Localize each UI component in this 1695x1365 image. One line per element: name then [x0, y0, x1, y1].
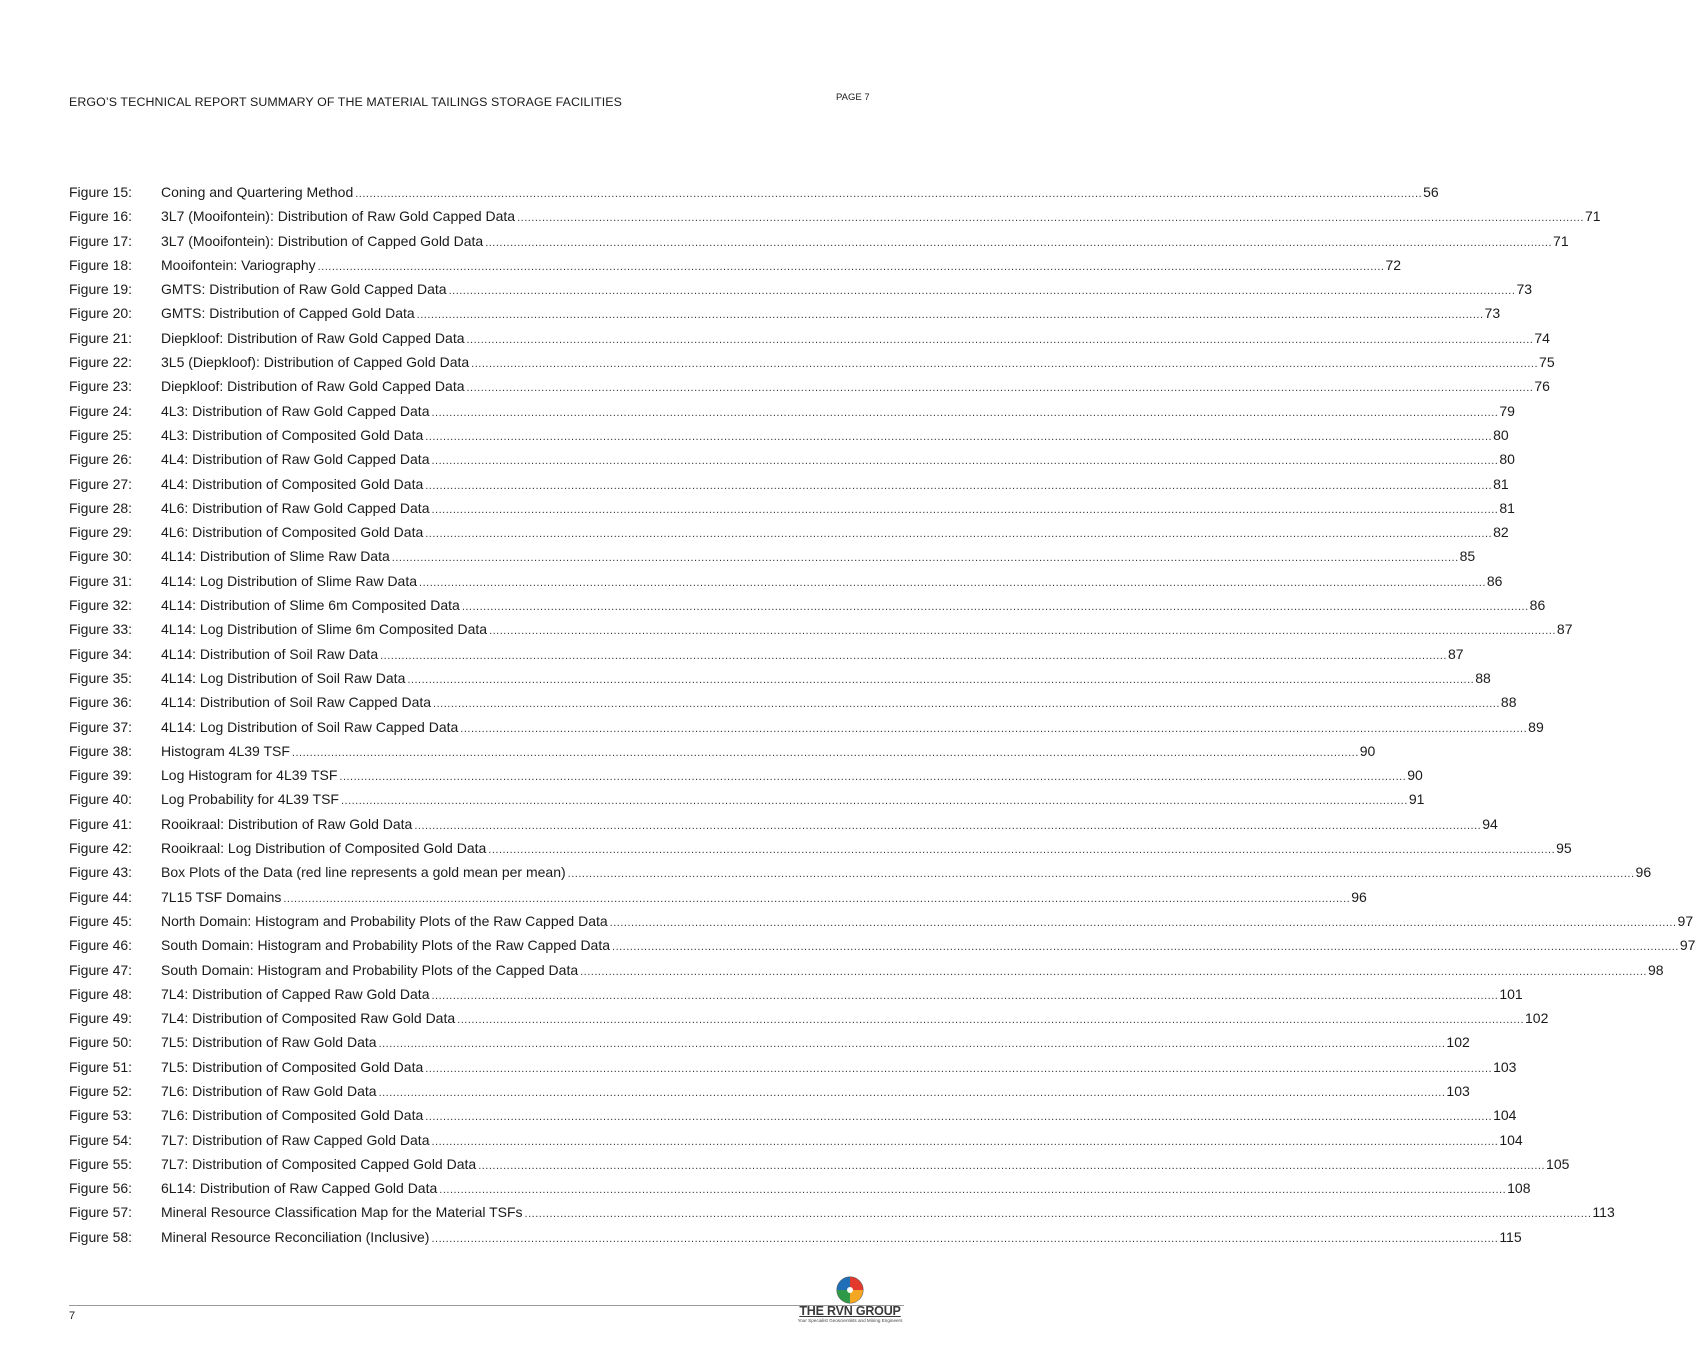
figure-title: Log Probability for 4L39 TSF [161, 791, 339, 808]
figure-number: Figure 41: [69, 815, 133, 832]
figure-number: Figure 55: [69, 1155, 133, 1172]
dot-leader: ............................................................................................................................................................................................................................................................................................................ [425, 430, 1493, 443]
toc-entry-main [161, 1229, 1522, 1245]
toc-entry[interactable] [69, 378, 1550, 402]
toc-entry[interactable] [69, 329, 1550, 354]
report-title: ERGO’S TECHNICAL REPORT SUMMARY OF THE MATERIAL TAILINGS STORAGE FACILITIES [69, 95, 623, 109]
toc-entry[interactable] [69, 767, 1423, 791]
figure-title: 4L14: Distribution of Slime Raw Data [161, 548, 390, 565]
toc-entry-main [161, 524, 1509, 540]
toc-entry-main [161, 403, 1515, 419]
figure-number: Figure 47: [69, 961, 133, 978]
toc-entry[interactable] [69, 426, 1509, 451]
figure-page-number: 103 [1446, 1082, 1470, 1099]
toc-entry-main [161, 476, 1509, 492]
toc-entry[interactable] [69, 840, 1572, 864]
figure-number: Figure 44: [69, 888, 133, 905]
dot-leader: ............................................................................................................................................................................................................................................................................................................ [609, 916, 1677, 929]
figure-number: Figure 54: [69, 1131, 133, 1148]
figure-page-number: 80 [1499, 451, 1515, 468]
figure-number: Figure 45: [69, 912, 133, 929]
dot-leader: ............................................................................................................................................................................................................................................................................................................ [378, 1086, 1446, 1099]
figure-title: 7L6: Distribution of Raw Gold Data [161, 1082, 377, 1099]
figure-number: Figure 37: [69, 718, 133, 735]
figure-page-number: 96 [1635, 864, 1652, 881]
dot-leader: ............................................................................................................................................................................................................................................................................................................ [466, 333, 1534, 346]
toc-entry-main [161, 864, 1651, 880]
toc-entry-main [161, 670, 1491, 686]
figure-page-number: 88 [1475, 669, 1491, 686]
dot-leader: ............................................................................................................................................................................................................................................................................................................ [378, 1038, 1446, 1051]
toc-entry-main [161, 573, 1502, 589]
figure-page-number: 87 [1556, 621, 1573, 638]
figure-number: Figure 53: [69, 1107, 133, 1124]
footer-page-number: 7 [69, 1310, 76, 1322]
figure-page-number: 97 [1679, 937, 1695, 954]
toc-entry[interactable] [69, 572, 1503, 597]
dot-leader: ............................................................................................................................................................................................................................................................................................................ [283, 892, 1351, 905]
dot-leader: ............................................................................................................................................................................................................................................................................................................ [419, 576, 1486, 589]
figure-title: Diepkloof: Distribution of Raw Gold Capped Data [161, 329, 465, 346]
figure-number: Figure 36: [69, 694, 133, 711]
figure-number: Figure 46: [69, 937, 133, 954]
dot-leader: ............................................................................................................................................................................................................................................................................................................ [291, 746, 1359, 759]
figure-title: 4L4: Distribution of Composited Gold Data [161, 475, 424, 492]
toc-entry-main [161, 451, 1515, 467]
toc-entry[interactable] [69, 1228, 1522, 1253]
dot-leader: ............................................................................................................................................................................................................................................................................................................ [431, 455, 1499, 468]
dot-leader: ............................................................................................................................................................................................................................................................................................................ [439, 1184, 1507, 1197]
dot-leader: ............................................................................................................................................................................................................................................................................................................ [478, 1159, 1546, 1172]
figure-page-number: 71 [1553, 232, 1569, 249]
toc-entry[interactable] [69, 1204, 1615, 1228]
figure-title: 4L14: Distribution of Soil Raw Data [161, 645, 379, 662]
toc-entry-main [161, 621, 1573, 637]
figure-title: GMTS: Distribution of Raw Gold Capped Data [161, 281, 447, 298]
figure-page-number: 56 [1423, 184, 1439, 200]
toc-entry[interactable] [69, 208, 1601, 232]
dot-leader: ............................................................................................................................................................................................................................................................................................................ [457, 1014, 1525, 1027]
figure-title: Histogram 4L39 TSF [161, 742, 290, 759]
toc-entry-main [161, 184, 1439, 200]
figure-title: 4L6: Distribution of Composited Gold Data [161, 524, 424, 541]
toc-entry-main [161, 1156, 1569, 1172]
figure-title: North Domain: Histogram and Probability Plots of the Raw Capped Data [161, 912, 608, 929]
dot-leader: ............................................................................................................................................................................................................................................................................................................ [425, 528, 1493, 541]
figure-title: 7L4: Distribution of Capped Raw Gold Data [161, 985, 430, 1002]
toc-entry-main [161, 500, 1515, 516]
dot-leader: ............................................................................................................................................................................................................................................................................................................ [380, 649, 1447, 662]
figure-number: Figure 23: [69, 378, 133, 395]
dot-leader: ............................................................................................................................................................................................................................................................................................................ [488, 844, 1556, 857]
figure-title: 4L6: Distribution of Raw Gold Capped Data [161, 499, 430, 516]
figure-page-number: 90 [1359, 742, 1376, 759]
figure-number: Figure 28: [69, 499, 133, 516]
figure-title: South Domain: Histogram and Probability Plots of the Raw Capped Data [161, 937, 611, 954]
rvn-group-logo [790, 1276, 910, 1328]
figure-title: South Domain: Histogram and Probability Plots of the Capped Data [161, 961, 579, 978]
toc-entry-main [161, 719, 1544, 735]
dot-leader: ............................................................................................................................................................................................................................................................................................................ [317, 260, 1385, 273]
figure-number: Figure 29: [69, 524, 133, 541]
toc-entry-main [161, 305, 1500, 321]
toc-entry-main [161, 840, 1572, 856]
figure-title: GMTS: Distribution of Capped Gold Data [161, 305, 415, 322]
toc-entry[interactable] [69, 451, 1515, 475]
figure-number: Figure 15: [69, 184, 133, 200]
figure-number: Figure 19: [69, 281, 133, 298]
dot-leader: ............................................................................................................................................................................................................................................................................................................ [391, 552, 1459, 565]
toc-entry[interactable] [69, 912, 1694, 937]
toc-entry[interactable] [69, 1131, 1523, 1156]
toc-entry-main [161, 1059, 1516, 1075]
toc-entry[interactable] [69, 256, 1402, 281]
figure-title: Log Histogram for 4L39 TSF [161, 767, 338, 784]
figure-number: Figure 31: [69, 572, 133, 589]
toc-entry[interactable] [69, 888, 1367, 913]
toc-entry[interactable] [69, 791, 1425, 815]
logo-name: THE RVN GROUP [799, 1304, 901, 1318]
figure-page-number: 86 [1529, 597, 1546, 614]
toc-entry[interactable] [69, 961, 1664, 986]
figure-title: 4L3: Distribution of Raw Gold Capped Data [161, 402, 430, 419]
toc-entry[interactable] [69, 281, 1533, 305]
dot-leader: ............................................................................................................................................................................................................................................................................................................ [431, 1135, 1499, 1148]
dot-leader: ............................................................................................................................................................................................................................................................................................................ [461, 601, 1529, 614]
toc-entry-main [161, 1083, 1470, 1099]
toc-entry-main [161, 257, 1401, 273]
figure-number: Figure 25: [69, 426, 133, 443]
toc-entry[interactable] [69, 354, 1555, 378]
dot-leader: ............................................................................................................................................................................................................................................................................................................ [567, 868, 1635, 881]
figure-title: Rooikraal: Distribution of Raw Gold Data [161, 815, 413, 832]
figure-page-number: 80 [1493, 426, 1509, 443]
figure-page-number: 82 [1493, 524, 1509, 541]
figure-number: Figure 20: [69, 305, 133, 322]
footer-divider [69, 1305, 904, 1306]
figure-page-number: 87 [1447, 645, 1464, 662]
toc-entry[interactable] [69, 232, 1569, 257]
dot-leader: ............................................................................................................................................................................................................................................................................................................ [471, 358, 1539, 371]
figure-number: Figure 48: [69, 985, 133, 1002]
toc-entry-main [161, 233, 1569, 249]
toc-entry-main [161, 913, 1693, 929]
figure-number: Figure 42: [69, 840, 133, 857]
figure-page-number: 115 [1499, 1228, 1522, 1245]
figure-title: 3L7 (Mooifontein): Distribution of Capped Gold Data [161, 232, 484, 249]
toc-entry[interactable] [69, 1155, 1570, 1180]
toc-entry[interactable] [69, 1010, 1549, 1034]
toc-entry[interactable] [69, 864, 1652, 888]
dot-leader: ............................................................................................................................................................................................................................................................................................................ [460, 722, 1528, 735]
figure-number: Figure 57: [69, 1204, 133, 1221]
dot-leader: ............................................................................................................................................................................................................................................................................................................ [448, 285, 1516, 298]
toc-entry[interactable] [69, 645, 1464, 670]
figure-page-number: 73 [1484, 305, 1501, 322]
figure-number: Figure 18: [69, 256, 133, 273]
toc-entry-main [161, 1107, 1516, 1123]
toc-entry-main [161, 1204, 1615, 1220]
toc-entry[interactable] [69, 597, 1546, 621]
figure-page-number: 90 [1407, 767, 1423, 784]
dot-leader: ............................................................................................................................................................................................................................................................................................................ [414, 819, 1482, 832]
dot-leader: ............................................................................................................................................................................................................................................................................................................ [416, 309, 1484, 322]
figure-page-number: 113 [1592, 1204, 1615, 1221]
toc-entry[interactable] [69, 742, 1376, 767]
toc-entry-main [161, 281, 1532, 297]
figure-page-number: 79 [1499, 402, 1515, 419]
figure-number: Figure 16: [69, 208, 133, 225]
figure-title: 4L14: Log Distribution of Slime 6m Composited Data [161, 621, 488, 638]
figure-number: Figure 43: [69, 864, 133, 881]
figure-title: 4L14: Distribution of Slime 6m Composited Data [161, 597, 460, 614]
figure-title: 4L4: Distribution of Raw Gold Capped Data [161, 451, 430, 468]
figure-number: Figure 34: [69, 645, 133, 662]
dot-leader: ............................................................................................................................................................................................................................................................................................................ [485, 236, 1553, 249]
dot-leader: ............................................................................................................................................................................................................................................................................................................ [433, 698, 1500, 711]
figure-number: Figure 24: [69, 402, 133, 419]
figure-page-number: 97 [1677, 912, 1694, 929]
toc-entry[interactable] [69, 1107, 1517, 1131]
figure-page-number: 102 [1446, 1034, 1470, 1051]
figure-title: 6L14: Distribution of Raw Capped Gold Data [161, 1180, 438, 1197]
dot-leader: ............................................................................................................................................................................................................................................................................................................ [517, 212, 1584, 225]
figure-number: Figure 56: [69, 1180, 133, 1197]
figure-title: 4L14: Distribution of Soil Raw Capped Data [161, 694, 432, 711]
figure-title: 7L6: Distribution of Composited Gold Data [161, 1107, 424, 1124]
figure-page-number: 95 [1556, 840, 1572, 857]
figure-title: Diepkloof: Distribution of Raw Gold Capped Data [161, 378, 465, 395]
dot-leader: ............................................................................................................................................................................................................................................................................................................ [339, 771, 1407, 784]
figure-page-number: 96 [1351, 888, 1367, 905]
figure-number: Figure 49: [69, 1010, 133, 1027]
figure-page-number: 94 [1482, 815, 1498, 832]
figure-page-number: 101 [1499, 985, 1523, 1002]
toc-entry[interactable] [69, 184, 1439, 208]
figure-number: Figure 33: [69, 621, 133, 638]
figure-title: 3L5 (Diepkloof): Distribution of Capped Gold Data [161, 354, 470, 371]
figure-page-number: 88 [1500, 694, 1517, 711]
figure-number: Figure 51: [69, 1058, 133, 1075]
figure-page-number: 104 [1499, 1131, 1523, 1148]
figure-number: Figure 40: [69, 791, 133, 808]
figure-number: Figure 39: [69, 767, 133, 784]
figure-page-number: 98 [1647, 961, 1664, 978]
toc-entry-main [161, 743, 1375, 759]
dot-leader: ............................................................................................................................................................................................................................................................................................................ [466, 382, 1534, 395]
toc-entry[interactable] [69, 985, 1523, 1010]
toc-entry[interactable] [69, 669, 1491, 694]
toc-entry-main [161, 354, 1555, 370]
logo-tagline: Your Specialist Geoscientists and Mining Engineers [797, 1318, 903, 1323]
figure-title: 3L7 (Mooifontein): Distribution of Raw Gold Capped Data [161, 208, 516, 225]
toc-entry-main [161, 1180, 1531, 1196]
figure-page-number: 85 [1459, 548, 1476, 565]
figure-number: Figure 35: [69, 669, 133, 686]
dot-leader: ............................................................................................................................................................................................................................................................................................................ [580, 965, 1647, 978]
figure-page-number: 74 [1534, 329, 1550, 346]
figure-title: 7L5: Distribution of Composited Gold Data [161, 1058, 424, 1075]
toc-entry[interactable] [69, 1058, 1517, 1083]
toc-entry[interactable] [69, 718, 1544, 743]
figure-title: 4L3: Distribution of Composited Gold Data [161, 426, 424, 443]
figure-page-number: 91 [1408, 791, 1425, 808]
figure-title: Mineral Resource Reconciliation (Inclusive) [161, 1228, 430, 1245]
figure-number: Figure 22: [69, 354, 133, 371]
toc-entry[interactable] [69, 524, 1509, 548]
figure-number: Figure 21: [69, 329, 133, 346]
figure-page-number: 81 [1499, 499, 1515, 516]
figure-title: 7L15 TSF Domains [161, 888, 282, 905]
toc-entry[interactable] [69, 305, 1501, 329]
header-page-label: PAGE 7 [836, 92, 870, 103]
toc-entry[interactable] [69, 499, 1515, 524]
toc-entry[interactable] [69, 548, 1476, 572]
toc-entry-main [161, 427, 1509, 443]
figure-title: Rooikraal: Log Distribution of Composited Gold Data [161, 840, 487, 857]
rvn-pinwheel-icon [836, 1276, 864, 1304]
toc-entry-main [161, 791, 1424, 807]
figure-page-number: 105 [1546, 1155, 1570, 1172]
dot-leader: ............................................................................................................................................................................................................................................................................................................ [431, 989, 1499, 1002]
dot-leader: ............................................................................................................................................................................................................................................................................................................ [355, 188, 1423, 200]
figure-title: 4L14: Log Distribution of Soil Raw Capped Data [161, 718, 459, 735]
toc-entry-main [161, 1132, 1523, 1148]
figure-page-number: 104 [1493, 1107, 1517, 1124]
toc-entry[interactable] [69, 1180, 1531, 1204]
figure-title: 4L14: Log Distribution of Slime Raw Data [161, 572, 418, 589]
toc-entry-main [161, 1034, 1470, 1050]
toc-entry[interactable] [69, 475, 1509, 500]
figure-page-number: 71 [1584, 208, 1601, 225]
toc-entry[interactable] [69, 815, 1498, 840]
toc-entry[interactable] [69, 1082, 1470, 1107]
figure-number: Figure 26: [69, 451, 133, 468]
figure-page-number: 103 [1493, 1058, 1517, 1075]
figure-title: Coning and Quartering Method [161, 184, 354, 200]
figure-number: Figure 30: [69, 548, 133, 565]
dot-leader: ............................................................................................................................................................................................................................................................................................................ [340, 795, 1408, 808]
figure-number: Figure 58: [69, 1228, 133, 1245]
toc-entry-main [161, 646, 1464, 662]
figure-title: 7L4: Distribution of Composited Raw Gold Data [161, 1010, 456, 1027]
dot-leader: ............................................................................................................................................................................................................................................................................................................ [612, 941, 1679, 954]
figure-title: 7L5: Distribution of Raw Gold Data [161, 1034, 377, 1051]
figure-title: 7L7: Distribution of Raw Capped Gold Data [161, 1131, 430, 1148]
toc-entry-main [161, 597, 1545, 613]
figure-title: Box Plots of the Data (red line represents a gold mean per mean) [161, 864, 566, 881]
toc-entry[interactable] [69, 402, 1515, 427]
toc-entry-main [161, 330, 1550, 346]
toc-entry-main [161, 962, 1664, 978]
dot-leader: ............................................................................................................................................................................................................................................................................................................ [489, 625, 1556, 638]
toc-entry-main [161, 1010, 1548, 1026]
figure-page-number: 86 [1486, 572, 1503, 589]
toc-entry[interactable] [69, 1034, 1470, 1058]
dot-leader: ............................................................................................................................................................................................................................................................................................................ [425, 479, 1493, 492]
toc-entry[interactable] [69, 937, 1695, 961]
figure-number: Figure 52: [69, 1082, 133, 1099]
figure-title: Mineral Resource Classification Map for the Material TSFs [161, 1204, 523, 1221]
figure-page-number: 102 [1525, 1010, 1549, 1027]
figure-page-number: 76 [1534, 378, 1550, 395]
toc-entry-main [161, 378, 1550, 394]
figure-page-number: 89 [1528, 718, 1544, 735]
toc-entry[interactable] [69, 694, 1517, 718]
figure-page-number: 73 [1516, 281, 1533, 298]
toc-entry-main [161, 937, 1695, 953]
toc-entry-main [161, 208, 1601, 224]
figure-page-number: 72 [1385, 256, 1402, 273]
figure-number: Figure 32: [69, 597, 133, 614]
figure-page-number: 108 [1507, 1180, 1531, 1197]
figure-number: Figure 17: [69, 232, 133, 249]
figure-number: Figure 38: [69, 742, 133, 759]
figure-page-number: 81 [1493, 475, 1509, 492]
dot-leader: ............................................................................................................................................................................................................................................................................................................ [407, 673, 1475, 686]
toc-entry-main [161, 548, 1475, 564]
dot-leader: ............................................................................................................................................................................................................................................................................................................ [431, 503, 1499, 516]
dot-leader: ............................................................................................................................................................................................................................................................................................................ [425, 1111, 1493, 1124]
toc-entry-main [161, 986, 1523, 1002]
figure-page-number: 75 [1539, 354, 1555, 371]
dot-leader: ............................................................................................................................................................................................................................................................................................................ [425, 1062, 1493, 1075]
toc-entry[interactable] [69, 621, 1573, 645]
toc-entry-main [161, 889, 1367, 905]
list-of-figures [69, 184, 1695, 1253]
dot-leader: ............................................................................................................................................................................................................................................................................................................ [431, 1232, 1499, 1245]
figure-number: Figure 50: [69, 1034, 133, 1051]
dot-leader: ............................................................................................................................................................................................................................................................................................................ [524, 1208, 1592, 1221]
figure-title: 4L14: Log Distribution of Soil Raw Data [161, 669, 406, 686]
toc-entry-main [161, 694, 1516, 710]
toc-entry-main [161, 767, 1423, 783]
figure-number: Figure 27: [69, 475, 133, 492]
figure-title: Mooifontein: Variography [161, 256, 316, 273]
toc-entry-main [161, 816, 1498, 832]
figure-title: 7L7: Distribution of Composited Capped Gold Data [161, 1155, 477, 1172]
dot-leader: ............................................................................................................................................................................................................................................................................................................ [431, 406, 1499, 419]
